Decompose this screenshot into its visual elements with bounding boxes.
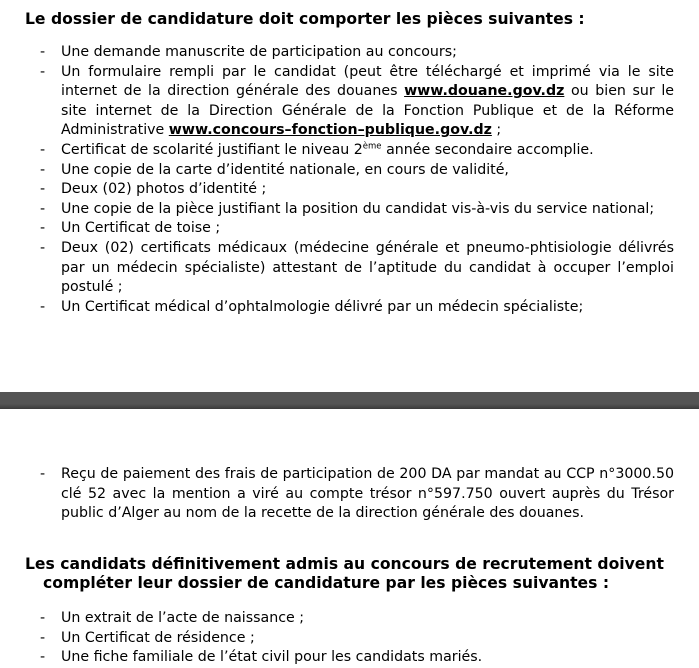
section-heading-required-documents: Le dossier de candidature doit comporter les pièces suivantes :	[25, 10, 585, 28]
document-page-2	[0, 409, 699, 668]
bullet-dash: -	[40, 200, 46, 217]
admitted-candidates-documents-list	[40, 609, 674, 668]
bullet-dash: -	[40, 466, 46, 482]
list-item: - Un formulaire rempli par le candidat (peut être téléchargé et imprimé via le site internet de la direction générale des douanes www.douane.gov.dz ou bien sur le site internet de la Direction Générale de la Fonction Publique et de la Réforme Administrative www.concours–fonction–publique.gov.dz ;	[40, 63, 674, 139]
bullet-dash: -	[40, 629, 46, 646]
bullet-dash: -	[40, 44, 46, 60]
list-item: - Certificat de scolarité justifiant le niveau 2ème année secondaire accomplie.	[40, 141, 674, 161]
list-item: - Un Certificat médical d’ophtalmologie délivré par un médecin spécialiste;	[40, 298, 674, 318]
required-documents-list-continued	[40, 465, 674, 524]
section-heading-admitted-candidates: Les candidats définitivement admis au concours de recrutement doivent compléter leur dossier de candidature par les pièces suivantes :	[25, 555, 664, 592]
bullet-dash: -	[40, 161, 46, 178]
bullet-dash: -	[40, 610, 46, 626]
list-item: - Une demande manuscrite de participation au concours;	[40, 43, 674, 63]
bullet-dash: -	[40, 181, 46, 198]
list-item: - Deux (02) certificats médicaux (médecine générale et pneumo-phtisiologie délivrés par un médecin spécialiste) attestant de l’aptitude du candidat à occuper l’emploi postulé ;	[40, 239, 674, 296]
bullet-dash: -	[40, 63, 46, 80]
bullet-dash: -	[40, 220, 46, 237]
list-item: - Une fiche familiale de l’état civil pour les candidats mariés.	[40, 648, 674, 668]
bullet-dash: -	[40, 239, 46, 256]
list-item: - Reçu de paiement des frais de participation de 200 DA par mandat au CCP n°3000.50 clé 52 avec la mention a viré au compte trésor n°597.750 ouvert auprès du Trésor public d’Alger au nom de la recette de la direction générale des douanes.	[40, 466, 674, 522]
list-item: - Un Certificat de toise ;	[40, 219, 674, 239]
list-item: - Un Certificat de résidence ;	[40, 629, 674, 649]
page-separator	[0, 392, 699, 409]
bullet-dash: -	[40, 298, 46, 315]
required-documents-list	[40, 43, 674, 317]
list-item: - Une copie de la pièce justifiant la position du candidat vis-à-vis du service national;	[40, 200, 674, 220]
bullet-dash: -	[40, 649, 46, 666]
bullet-dash: -	[40, 141, 46, 158]
list-item: - Un extrait de l’acte de naissance ;	[40, 609, 674, 629]
concours-website-link[interactable]: www.concours–fonction–publique.gov.dz	[168, 122, 492, 139]
list-item: - Deux (02) photos d’identité ;	[40, 180, 674, 200]
list-item: - Une copie de la carte d’identité nationale, en cours de validité,	[40, 161, 674, 181]
douane-website-link[interactable]: www.douane.gov.dz	[404, 83, 565, 100]
